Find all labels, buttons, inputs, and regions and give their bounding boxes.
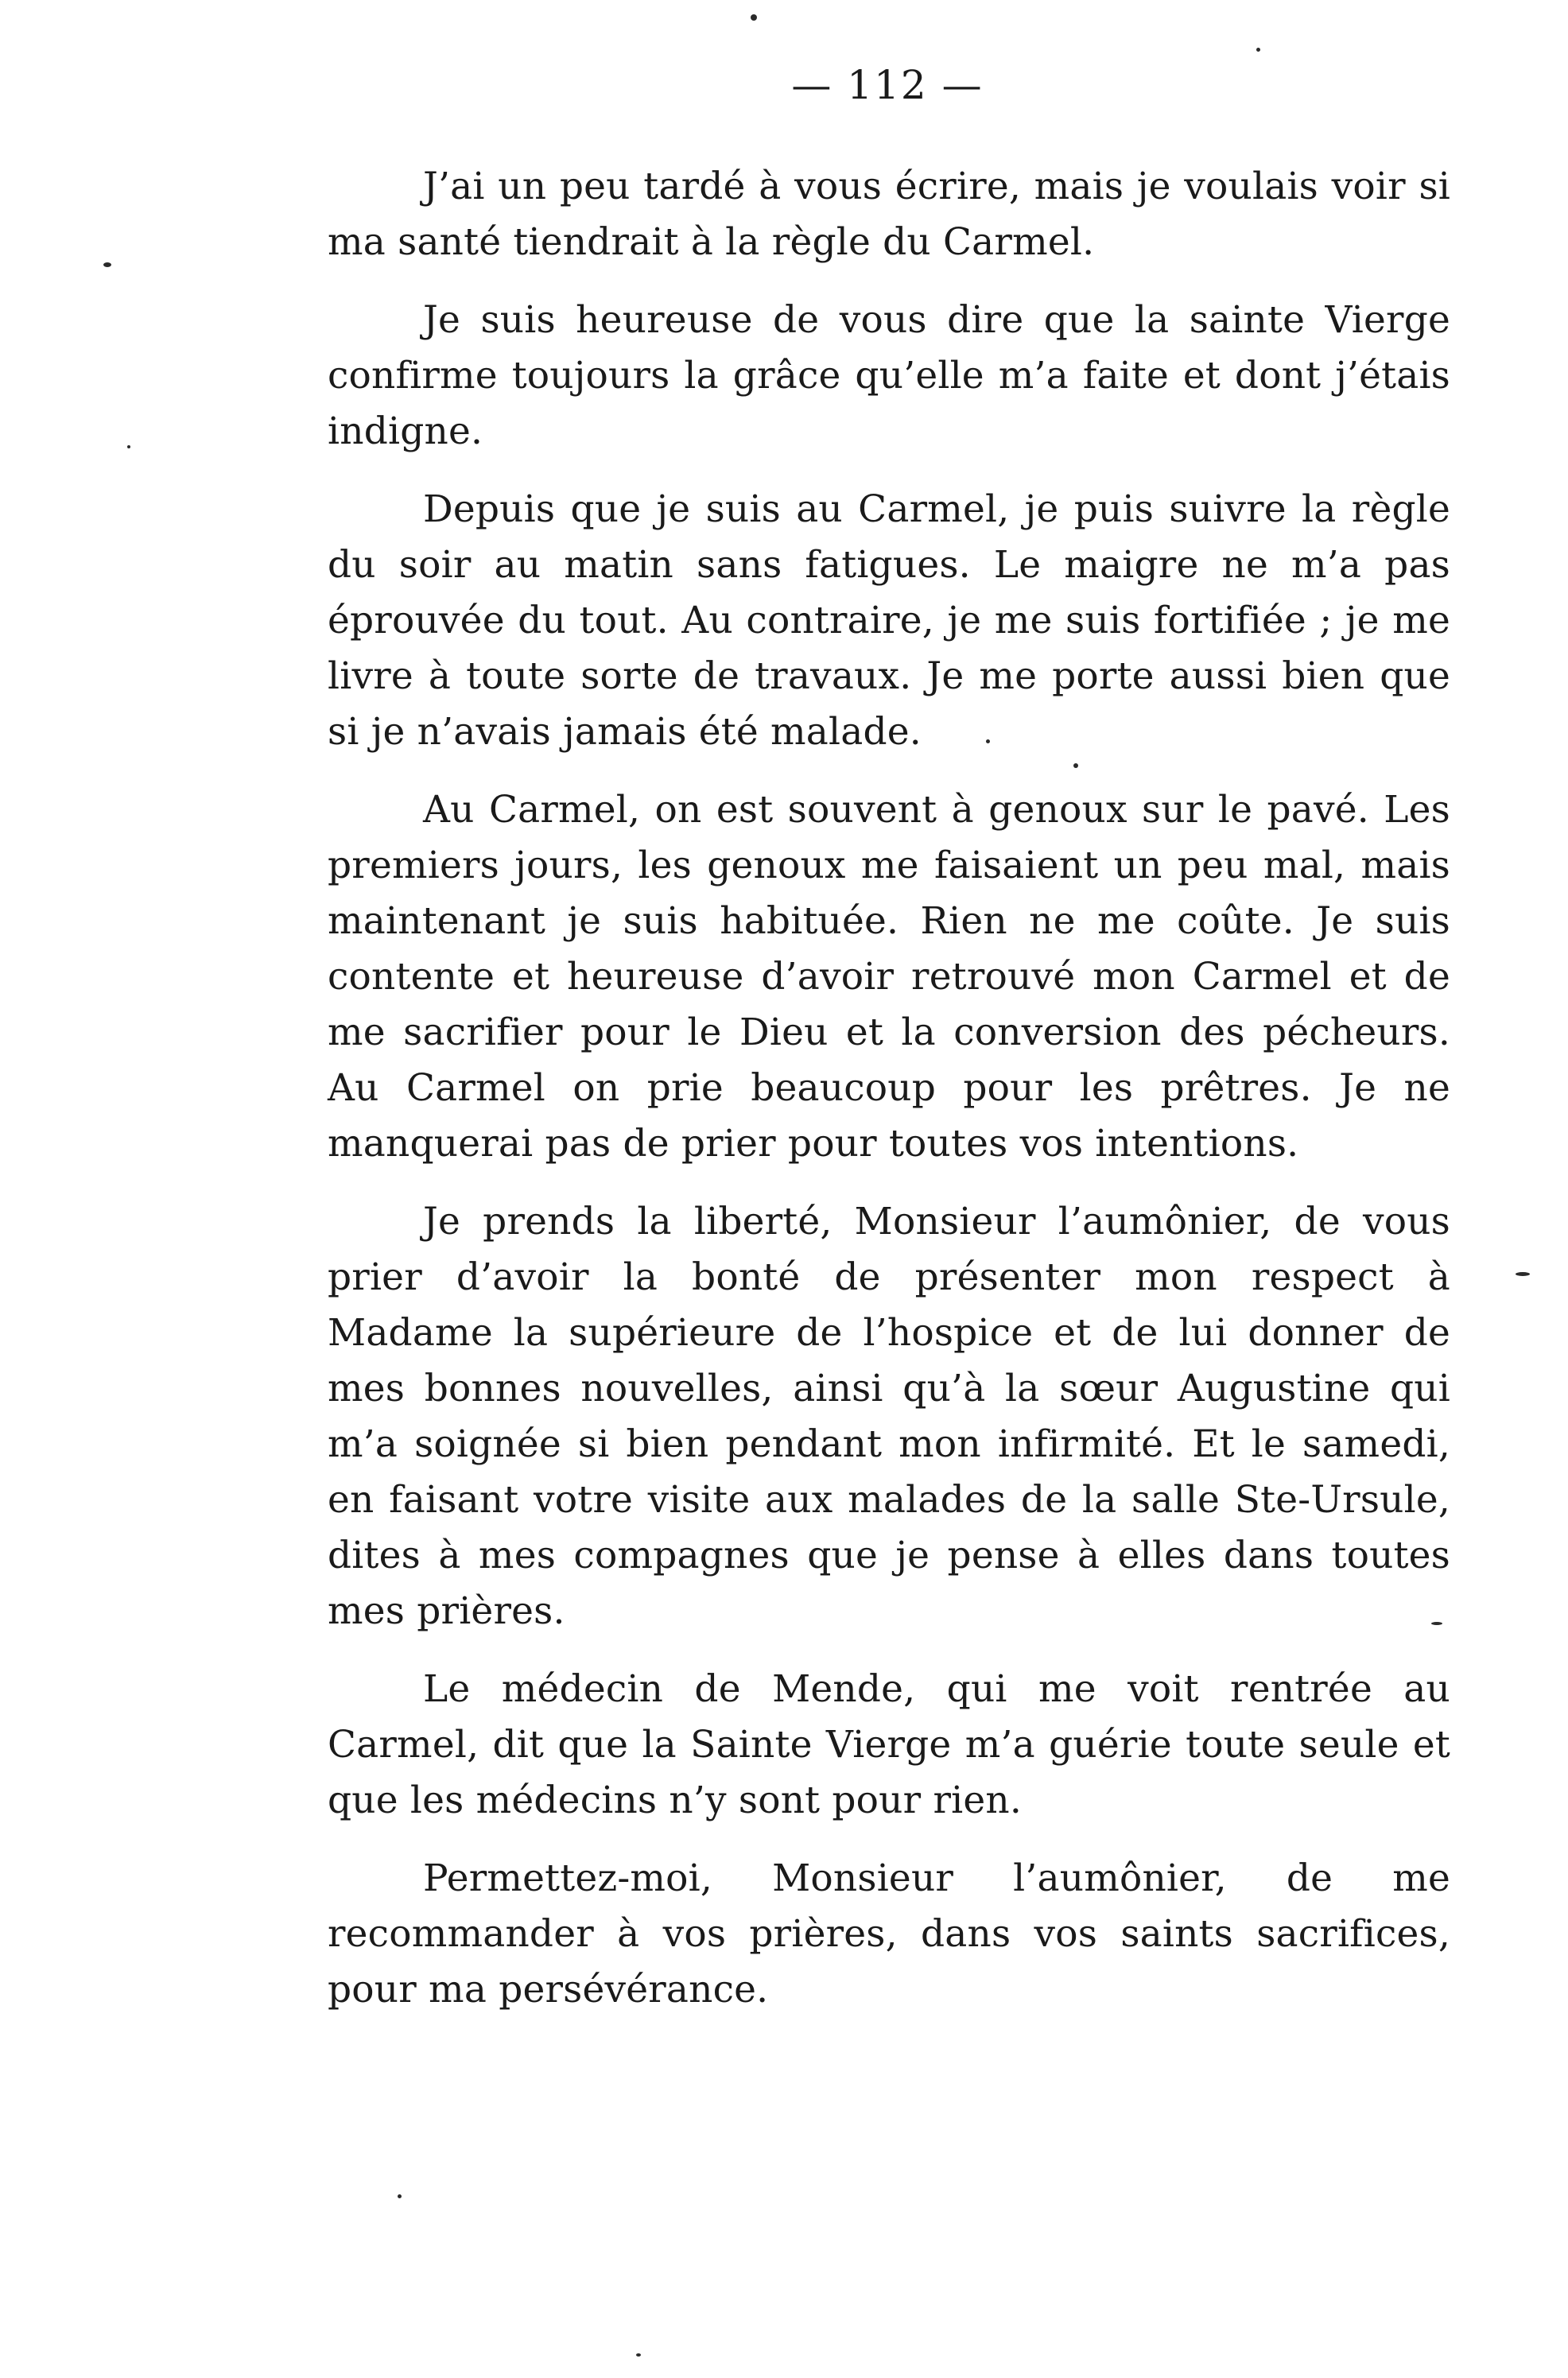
scan-speck <box>1516 1272 1530 1276</box>
scan-speck <box>1256 48 1260 52</box>
scan-speck <box>103 262 111 267</box>
scan-speck <box>751 14 757 21</box>
scan-speck <box>986 739 990 743</box>
scan-speck <box>1073 763 1078 768</box>
paragraph-4: Au Carmel, on est souvent à genoux sur le pavé. Les premiers jours, les genoux me faisaient un peu mal, mais maintenant je suis habituée. Rien ne me coûte. Je suis contente et heureuse d’avoir retrouvé mon Carmel et de me sacrifier pour le Dieu et la conversion des pécheurs. Au Carmel on prie beaucoup pour les prêtres. Je ne manquerai pas de prier pour toutes vos intentions. <box>328 788 1450 1166</box>
paragraph-1: J’ai un peu tardé à vous écrire, mais je voulais voir si ma santé tiendrait à la règle du Carmel. <box>328 165 1450 264</box>
paragraph-2: Je suis heureuse de vous dire que la sainte Vierge confirme toujours la grâce qu’elle m’a faite et dont j’étais indigne. <box>328 298 1450 453</box>
page-number: — 112 — <box>791 62 984 108</box>
paragraph-7: Permettez-moi, Monsieur l’aumônier, de me recommander à vos prières, dans vos saints sacrifices, pour ma persévérance. <box>328 1856 1450 2011</box>
scan-speck <box>398 2194 402 2198</box>
paragraph-3: Depuis que je suis au Carmel, je puis suivre la règle du soir au matin sans fatigues. Le maigre ne m’a pas éprouvée du tout. Au contraire, je me suis fortifiée ; je me livre à toute sorte de travaux. Je me porte aussi bien que si je n’avais jamais été malade. <box>328 487 1450 754</box>
scan-speck <box>127 445 130 448</box>
paragraph-5: Je prends la liberté, Monsieur l’aumônier, de vous prier d’avoir la bonté de présenter mon respect à Madame la supérieure de l’hospice et de lui donner de mes bonnes nouvelles, ainsi qu’à la sœur Augustine qui m’a soignée si bien pendant mon infirmité. Et le samedi, en faisant votre visite aux malades de la salle Ste-Ursule, dites à mes compagnes que je pense à elles dans toutes mes prières. <box>328 1200 1450 1633</box>
scan-speck <box>1431 1622 1442 1625</box>
paragraph-6: Le médecin de Mende, qui me voit rentrée au Carmel, dit que la Sainte Vierge m’a guérie toute seule et que les médecins n’y sont pour rien. <box>328 1667 1450 1822</box>
body-text <box>328 159 1450 2040</box>
scan-speck <box>636 2353 641 2357</box>
